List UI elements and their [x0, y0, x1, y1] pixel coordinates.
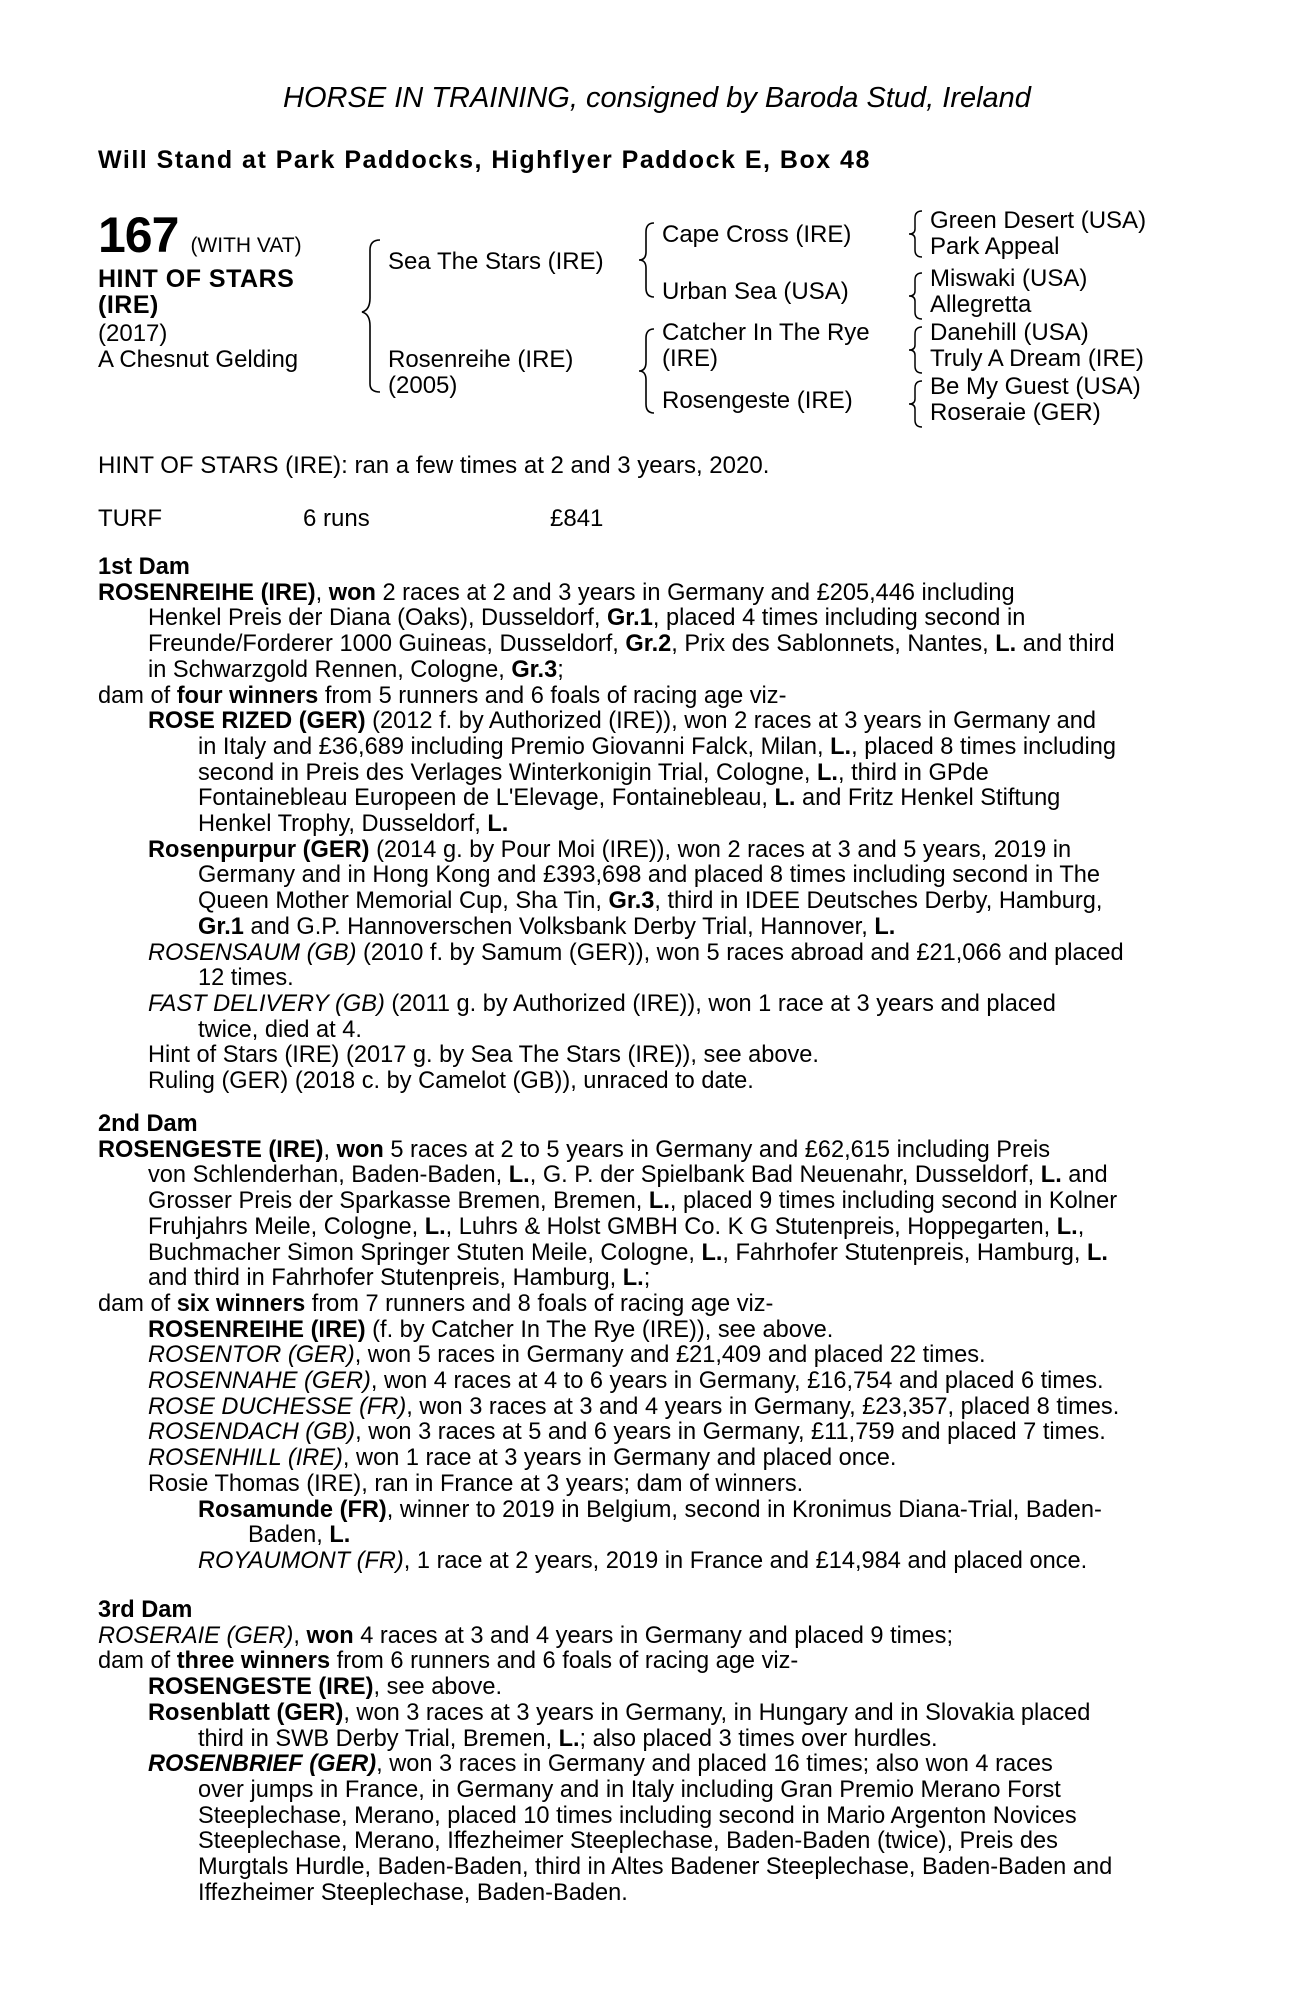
progeny-rosenpurpur: Rosenpurpur (GER)	[148, 836, 370, 863]
progeny-rose-rized-l1: (2012 f. by Authorized (IRE)), won 2 races at 3 years in Germany and	[365, 708, 1097, 735]
record-surface: TURF	[98, 505, 162, 532]
progeny-rosennahe: ROSENNAHE (GER)	[148, 1368, 371, 1395]
first-dam-gr1: Gr.1	[606, 605, 653, 632]
listed-mark: L.	[487, 811, 509, 838]
first-dam-l4: in Schwarzgold Rennen, Cologne,	[148, 656, 512, 683]
pedigree-sire: Sea The Stars (IRE)	[388, 248, 604, 275]
pedigree-dds: Be My Guest (USA)	[930, 373, 1141, 400]
dam-parents-bracket	[636, 326, 658, 416]
second-dam-l3: Grosser Preis der Sparkasse Bremen, Bremen,	[148, 1188, 649, 1215]
pedigree-sire-sire: Cape Cross (IRE)	[662, 221, 852, 248]
progeny-rosenpurpur-l1: (2014 g. by Pour Moi (IRE)), won 2 races at 3 and 5 years, 2019 in	[369, 836, 1072, 863]
first-dam-l2c: , placed 4 times including second in	[652, 605, 1026, 632]
progeny-rosie-thomas: Rosie Thomas (IRE), ran in France at 3 years; dam of winners.	[148, 1470, 804, 1497]
first-dam-l4c: ;	[557, 656, 564, 683]
progeny-rosenbrief-l6: Iffezheimer Steeplechase, Baden-Baden.	[198, 1879, 628, 1906]
grandprogeny-royaumont: ROYAUMONT (FR)	[198, 1547, 404, 1574]
second-dam-l4: Fruhjahrs Meile, Cologne,	[148, 1213, 425, 1240]
progeny-rose-rized-l3c: , third in GPde	[837, 759, 989, 786]
sire-parents-bracket	[636, 220, 658, 300]
second-dam-winners: six winners	[176, 1290, 306, 1317]
progeny-fast-delivery-l2: twice, died at 4.	[198, 1016, 362, 1043]
progeny-rosendach: ROSENDACH (GB)	[148, 1419, 356, 1446]
second-dam-l1: 5 races at 2 to 5 years in Germany and £62,615 including Preis	[383, 1136, 1051, 1163]
third-dam-section: 3rd Dam ROSERAIE (GER), won 4 races at 3 and 4 years in Germany and placed 9 times; dam of three winners from 6 runners and 6 foals of racing age viz- ROSENGESTE (IRE), see above. Rosenblatt (GER), won 3 races at 3 years in Germany, in Hungary and in Slovakia placed third in SWB Derby Trial, Bremen, L.; also placed 3 times over hurdles. ROSENBRIEF (GER), won 3 races in Germany and placed 16 times; also won 4 races over jumps in France, in Germany and in Italy including Gran Premio Merano Forst Steeplechase, Merano, placed 10 times including second in Mario Argenton Novices Steeplechase, Merano, Iffezheimer Steeplechase, Baden-Baden (twice), Preis des Murgtals Hurdle, Baden-Baden, third in Altes Badener Steeplechase, Baden-Baden and Iffezheimer Steeplechase, Baden-Baden.	[98, 1598, 1206, 1906]
progeny-rosensaum: ROSENSAUM (GB)	[148, 939, 357, 966]
progeny-rosenreihe-text: (f. by Catcher In The Rye (IRE)), see above.	[365, 1316, 834, 1343]
progeny-rosennahe-text: , won 4 races at 4 to 6 years in Germany, £16,754 and placed 6 times.	[370, 1368, 1104, 1395]
progeny-rosenpurpur-l3c: , third in IDEE Deutsches Derby, Hamburg,	[654, 888, 1103, 915]
grandprogeny-royaumont-text: , 1 race at 2 years, 2019 in France and £14,984 and placed once.	[403, 1547, 1088, 1574]
grandprogeny-rosamunde: Rosamunde (FR)	[198, 1496, 387, 1523]
listed-mark: L.	[648, 1188, 670, 1215]
progeny-rosenpurpur-l3: Queen Mother Memorial Cup, Sha Tin,	[198, 888, 609, 915]
listed-mark: L.	[622, 1265, 644, 1292]
second-dam-l3c: , placed 9 times including second in Kolner	[669, 1188, 1118, 1215]
race-summary: HINT OF STARS (IRE): ran a few times at 2 and 3 years, 2020.	[98, 452, 770, 479]
first-dam-l3c: , Prix des Sablonnets, Nantes,	[671, 631, 996, 658]
first-dam-text: 2 races at 2 and 3 years in Germany and £205,446 including	[375, 579, 1015, 606]
lot-number-block	[98, 206, 302, 264]
second-dam-l2c: , G. P. der Spielbank Bad Neuenahr, Dusseldorf,	[529, 1162, 1041, 1189]
second-dam-name: ROSENGESTE (IRE)	[98, 1136, 324, 1163]
vat-label: (WITH VAT)	[190, 234, 302, 257]
listed-mark: L.	[830, 733, 852, 760]
sire-dam-bracket	[360, 236, 384, 396]
progeny-rose-rized: ROSE RIZED (GER)	[148, 708, 366, 735]
progeny-rosenbrief-l2: over jumps in France, in Germany and in Italy including Gran Premio Merano Forst	[198, 1776, 1061, 1803]
pedigree-dam-sire: Catcher In The Rye	[662, 319, 870, 346]
listed-mark: L.	[1056, 1213, 1078, 1240]
second-dam-section: 2nd Dam ROSENGESTE (IRE), won 5 races at 2 to 5 years in Germany and £62,615 including Preis von Schlenderhan, Baden-Baden, L., G. P. der Spielbank Bad Neuenahr, Dusseldorf, L. and Grosser Preis der Sparkasse Bremen, Bremen, L., placed 9 times including second in Kolner Fruhjahrs Meile, Cologne, L., Luhrs & Holst GMBH Co. K G Stutenpreis, Hoppegarten, L., Buchmacher Simon Springer Stuten Meile, Cologne, L., Fahrhofer Stutenpreis, Hamburg, L. and third in Fahrhofer Stutenpreis, Hamburg, L.; dam of six winners from 7 runners and 8 foals of racing age viz- ROSENREIHE (IRE) (f. by Catcher In The Rye (IRE)), see above. ROSENTOR (GER), won 5 races in Germany and £21,409 and placed 22 times. ROSENNAHE (GER), won 4 races at 4 to 6 years in Germany, £16,754 and placed 6 times. ROSE DUCHESSE (FR), won 3 races at 3 and 4 years in Germany, £23,357, placed 8 times. ROSENDACH (GB), won 3 races at 5 and 6 years in Germany, £11,759 and placed 7 times. ROSENHILL (IRE), won 1 race at 3 years in Germany and placed once. Rosie Thomas (IRE), ran in France at 3 years; dam of winners. Rosamunde (FR), winner to 2019 in Belgium, second in Kronimus Diana-Trial, Baden- Baden, L. ROYAUMONT (FR), 1 race at 2 years, 2019 in France and £14,984 and placed once.	[98, 1112, 1206, 1575]
ds-bracket	[906, 324, 926, 376]
progeny-rosenbrief-l3: Steeplechase, Merano, placed 10 times including second in Mario Argenton Novices	[198, 1802, 1077, 1829]
grandprogeny-rosamunde-l2: Baden,	[248, 1522, 330, 1549]
horse-year: (2017)	[98, 320, 168, 347]
progeny-rosentor: ROSENTOR (GER)	[148, 1342, 355, 1369]
first-dam-won: won	[328, 579, 376, 606]
second-dam-l2e: and	[1061, 1162, 1108, 1189]
pedigree-ssd: Park Appeal	[930, 233, 1060, 260]
third-dam-heading: 3rd Dam	[98, 1597, 193, 1623]
grandprogeny-rosamunde-text: , winner to 2019 in Belgium, second in Kronimus Diana-Trial, Baden-	[386, 1496, 1102, 1523]
group-mark: Gr.1	[198, 913, 244, 940]
progeny-rose-rized-l2c: , placed 8 times including	[851, 733, 1117, 760]
progeny-rose-rized-l5: Henkel Trophy, Dusseldorf,	[198, 811, 488, 838]
progeny-hint-of-stars: Hint of Stars (IRE) (2017 g. by Sea The Stars (IRE)), see above.	[148, 1042, 819, 1069]
first-dam-l3: Freunde/Forderer 1000 Guineas, Dusseldorf,	[148, 631, 626, 658]
pedigree-dam-dam: Rosengeste (IRE)	[662, 387, 853, 414]
progeny-rose-rized-l4c: and Fritz Henkel Stiftung	[795, 785, 1061, 812]
progeny-rosenblatt-text: , won 3 races at 3 years in Germany, in Hungary and in Slovakia placed	[343, 1699, 1091, 1726]
second-dam-heading: 2nd Dam	[98, 1111, 198, 1137]
second-dam-l5: Buchmacher Simon Springer Stuten Meile, Cologne,	[148, 1239, 702, 1266]
second-dam-l4e: ,	[1077, 1213, 1085, 1240]
progeny-rosenpurpur-l2: Germany and in Hong Kong and £393,698 and placed 8 times including second in The	[198, 862, 1100, 889]
pedigree-dss: Danehill (USA)	[930, 319, 1089, 346]
progeny-rosengeste-text: , see above.	[373, 1674, 503, 1701]
second-dam-l4c: , Luhrs & Holst GMBH Co. K G Stutenpreis, Hoppegarten,	[445, 1213, 1057, 1240]
third-dam-damof-rest: from 6 runners and 6 foals of racing age viz-	[330, 1648, 799, 1675]
pedigree-ddd: Roseraie (GER)	[930, 399, 1101, 426]
pedigree-sdd: Allegretta	[930, 291, 1032, 318]
listed-mark: L.	[329, 1522, 351, 1549]
progeny-rosengeste: ROSENGESTE (IRE)	[148, 1674, 374, 1701]
record-earnings: £841	[550, 505, 604, 532]
progeny-fast-delivery: FAST DELIVERY (GB)	[148, 990, 385, 1017]
progeny-rosendach-text: , won 3 races at 5 and 6 years in Germany, £11,759 and placed 7 times.	[355, 1419, 1106, 1446]
listed-mark: L.	[701, 1239, 723, 1266]
first-dam-listed: L.	[995, 631, 1017, 658]
progeny-rosenbrief: ROSENBRIEF (GER)	[148, 1751, 377, 1778]
progeny-rosenreihe: ROSENREIHE (IRE)	[148, 1316, 366, 1343]
first-dam-name: ROSENREIHE (IRE)	[98, 579, 316, 606]
third-dam-won: won	[306, 1622, 354, 1649]
listed-mark: L.	[817, 759, 838, 786]
progeny-rosensaum-l2: 12 times.	[198, 965, 294, 992]
first-dam-gr3: Gr.3	[511, 656, 558, 683]
progeny-rose-rized-l4: Fontainebleau Europeen de L'Elevage, Fontainebleau,	[198, 785, 775, 812]
pedigree-sire-dam: Urban Sea (USA)	[662, 278, 849, 305]
sd-bracket	[906, 270, 926, 322]
progeny-rosenpurpur-l4: and G.P. Hannoverschen Volksbank Derby Trial, Hannover,	[243, 913, 875, 940]
pedigree-dam-sire-country: (IRE)	[662, 345, 718, 372]
progeny-rosenhill-text: , won 1 race at 3 years in Germany and placed once.	[342, 1445, 897, 1472]
progeny-rosenblatt-l2e: ; also placed 3 times over hurdles.	[579, 1725, 938, 1752]
progeny-rosensaum-l1: (2010 f. by Samum (GER)), won 5 races abroad and £21,066 and placed	[356, 939, 1124, 966]
record-runs: 6 runs	[303, 505, 370, 532]
first-dam-l2: Henkel Preis der Diana (Oaks), Dusseldorf,	[148, 605, 607, 632]
second-dam-l5c: , Fahrhofer Stutenpreis, Hamburg,	[722, 1239, 1087, 1266]
progeny-rosenblatt: Rosenblatt (GER)	[148, 1699, 344, 1726]
second-dam-damof: dam of	[98, 1290, 177, 1317]
dd-bracket	[906, 378, 926, 430]
third-dam-l1: 4 races at 3 and 4 years in Germany and placed 9 times;	[353, 1622, 953, 1649]
second-dam-won: won	[336, 1136, 384, 1163]
horse-description: A Chesnut Gelding	[98, 346, 299, 373]
listed-mark: L.	[874, 913, 896, 940]
second-dam-l2: von Schlenderhan, Baden-Baden,	[148, 1162, 509, 1189]
first-dam-winners: four winners	[176, 682, 319, 709]
group-mark: Gr.3	[608, 888, 655, 915]
progeny-rosenbrief-l1: , won 3 races in Germany and placed 16 times; also won 4 races	[376, 1751, 1053, 1778]
progeny-rose-rized-l3: second in Preis des Verlages Winterkonigin Trial, Cologne,	[198, 759, 818, 786]
third-dam-name: ROSERAIE (GER)	[98, 1622, 294, 1649]
listed-mark: L.	[774, 785, 796, 812]
pedigree-sds: Miswaki (USA)	[930, 265, 1088, 292]
listed-mark: L.	[1086, 1239, 1108, 1266]
third-dam-damof: dam of	[98, 1648, 177, 1675]
first-dam-gr2: Gr.2	[625, 631, 672, 658]
first-dam-damof: dam of	[98, 682, 177, 709]
progeny-rosenbrief-l5: Murgtals Hurdle, Baden-Baden, third in Altes Badener Steeplechase, Baden-Baden and	[198, 1854, 1113, 1881]
horse-name: HINT OF STARS	[98, 265, 295, 293]
progeny-rosenbrief-l4: Steeplechase, Merano, Iffezheimer Steeplechase, Baden-Baden (twice), Preis des	[198, 1828, 1058, 1855]
listed-mark: L.	[508, 1162, 530, 1189]
third-dam-winners: three winners	[176, 1648, 331, 1675]
second-dam-damof-rest: from 7 runners and 8 foals of racing age viz-	[305, 1290, 774, 1317]
progeny-rosenhill: ROSENHILL (IRE)	[148, 1445, 343, 1472]
progeny-rose-rized-l2: in Italy and £36,689 including Premio Giovanni Falck, Milan,	[198, 733, 831, 760]
progeny-fast-delivery-l1: (2011 g. by Authorized (IRE)), won 1 race at 3 years and placed	[384, 990, 1056, 1017]
horse-country: (IRE)	[98, 291, 159, 319]
stand-location: Will Stand at Park Paddocks, Highflyer Paddock E, Box 48	[98, 146, 871, 174]
first-dam-section: 1st Dam ROSENREIHE (IRE), won 2 races at 2 and 3 years in Germany and £205,446 including Henkel Preis der Diana (Oaks), Dusseldorf, Gr.1, placed 4 times including second in Freunde/Forderer 1000 Guineas, Dusseldorf, Gr.2, Prix des Sablonnets, Nantes, L. and third in Schwarzgold Rennen, Cologne, Gr.3; dam of four winners from 5 runners and 6 foals of racing age viz- ROSE RIZED (GER) (2012 f. by Authorized (IRE)), won 2 races at 3 years in Germany and in Italy and £36,689 including Premio Giovanni Falck, Milan, L., placed 8 times including second in Preis des Verlages Winterkonigin Trial, Cologne, L., third in GPde Fontainebleau Europeen de L'Elevage, Fontainebleau, L. and Fritz Henkel Stiftung Henkel Trophy, Dusseldorf, L. Rosenpurpur (GER) (2014 g. by Pour Moi (IRE)), won 2 races at 3 and 5 years, 2019 in Germany and in Hong Kong and £393,698 and placed 8 times including second in The Queen Mother Memorial Cup, Sha Tin, Gr.3, third in IDEE Deutsches Derby, Hamburg, Gr.1 and G.P. Hannoverschen Volksbank Derby Trial, Hannover, L. ROSENSAUM (GB) (2010 f. by Samum (GER)), won 5 races abroad and £21,066 and placed 12 times. FAST DELIVERY (GB) (2011 g. by Authorized (IRE)), won 1 race at 3 years and placed twice, died at 4. Hint of Stars (IRE) (2017 g. by Sea The Stars (IRE)), see above. Ruling (GER) (2018 c. by Camelot (GB)), unraced to date.	[98, 555, 1206, 1095]
progeny-rosenblatt-l2: third in SWB Derby Trial, Bremen,	[198, 1725, 559, 1752]
pedigree-dsd: Truly A Dream (IRE)	[930, 345, 1144, 372]
lot-number: 167	[98, 207, 179, 263]
listed-mark: L.	[424, 1213, 446, 1240]
listed-mark: L.	[1040, 1162, 1062, 1189]
pedigree-dam-year: (2005)	[388, 372, 458, 399]
listed-mark: L.	[558, 1725, 580, 1752]
pedigree-sss: Green Desert (USA)	[930, 207, 1147, 234]
first-dam-heading: 1st Dam	[98, 554, 190, 580]
first-dam-damof-rest: from 5 runners and 6 foals of racing age viz-	[318, 682, 787, 709]
progeny-ruling: Ruling (GER) (2018 c. by Camelot (GB)), unraced to date.	[148, 1068, 754, 1095]
page-title: HORSE IN TRAINING, consigned by Baroda Stud, Ireland	[283, 82, 1031, 114]
first-dam-l3e: and third	[1016, 631, 1115, 658]
ss-bracket	[906, 208, 926, 260]
pedigree-dam: Rosenreihe (IRE)	[388, 346, 574, 373]
progeny-rosentor-text: , won 5 races in Germany and £21,409 and placed 22 times.	[354, 1342, 986, 1369]
second-dam-l6: and third in Fahrhofer Stutenpreis, Hamburg,	[148, 1265, 623, 1292]
second-dam-l6c: ;	[643, 1265, 651, 1292]
progeny-rose-duchesse-text: , won 3 races at 3 and 4 years in Germany, £23,357, placed 8 times.	[406, 1393, 1120, 1420]
progeny-rose-duchesse: ROSE DUCHESSE (FR)	[148, 1393, 407, 1420]
